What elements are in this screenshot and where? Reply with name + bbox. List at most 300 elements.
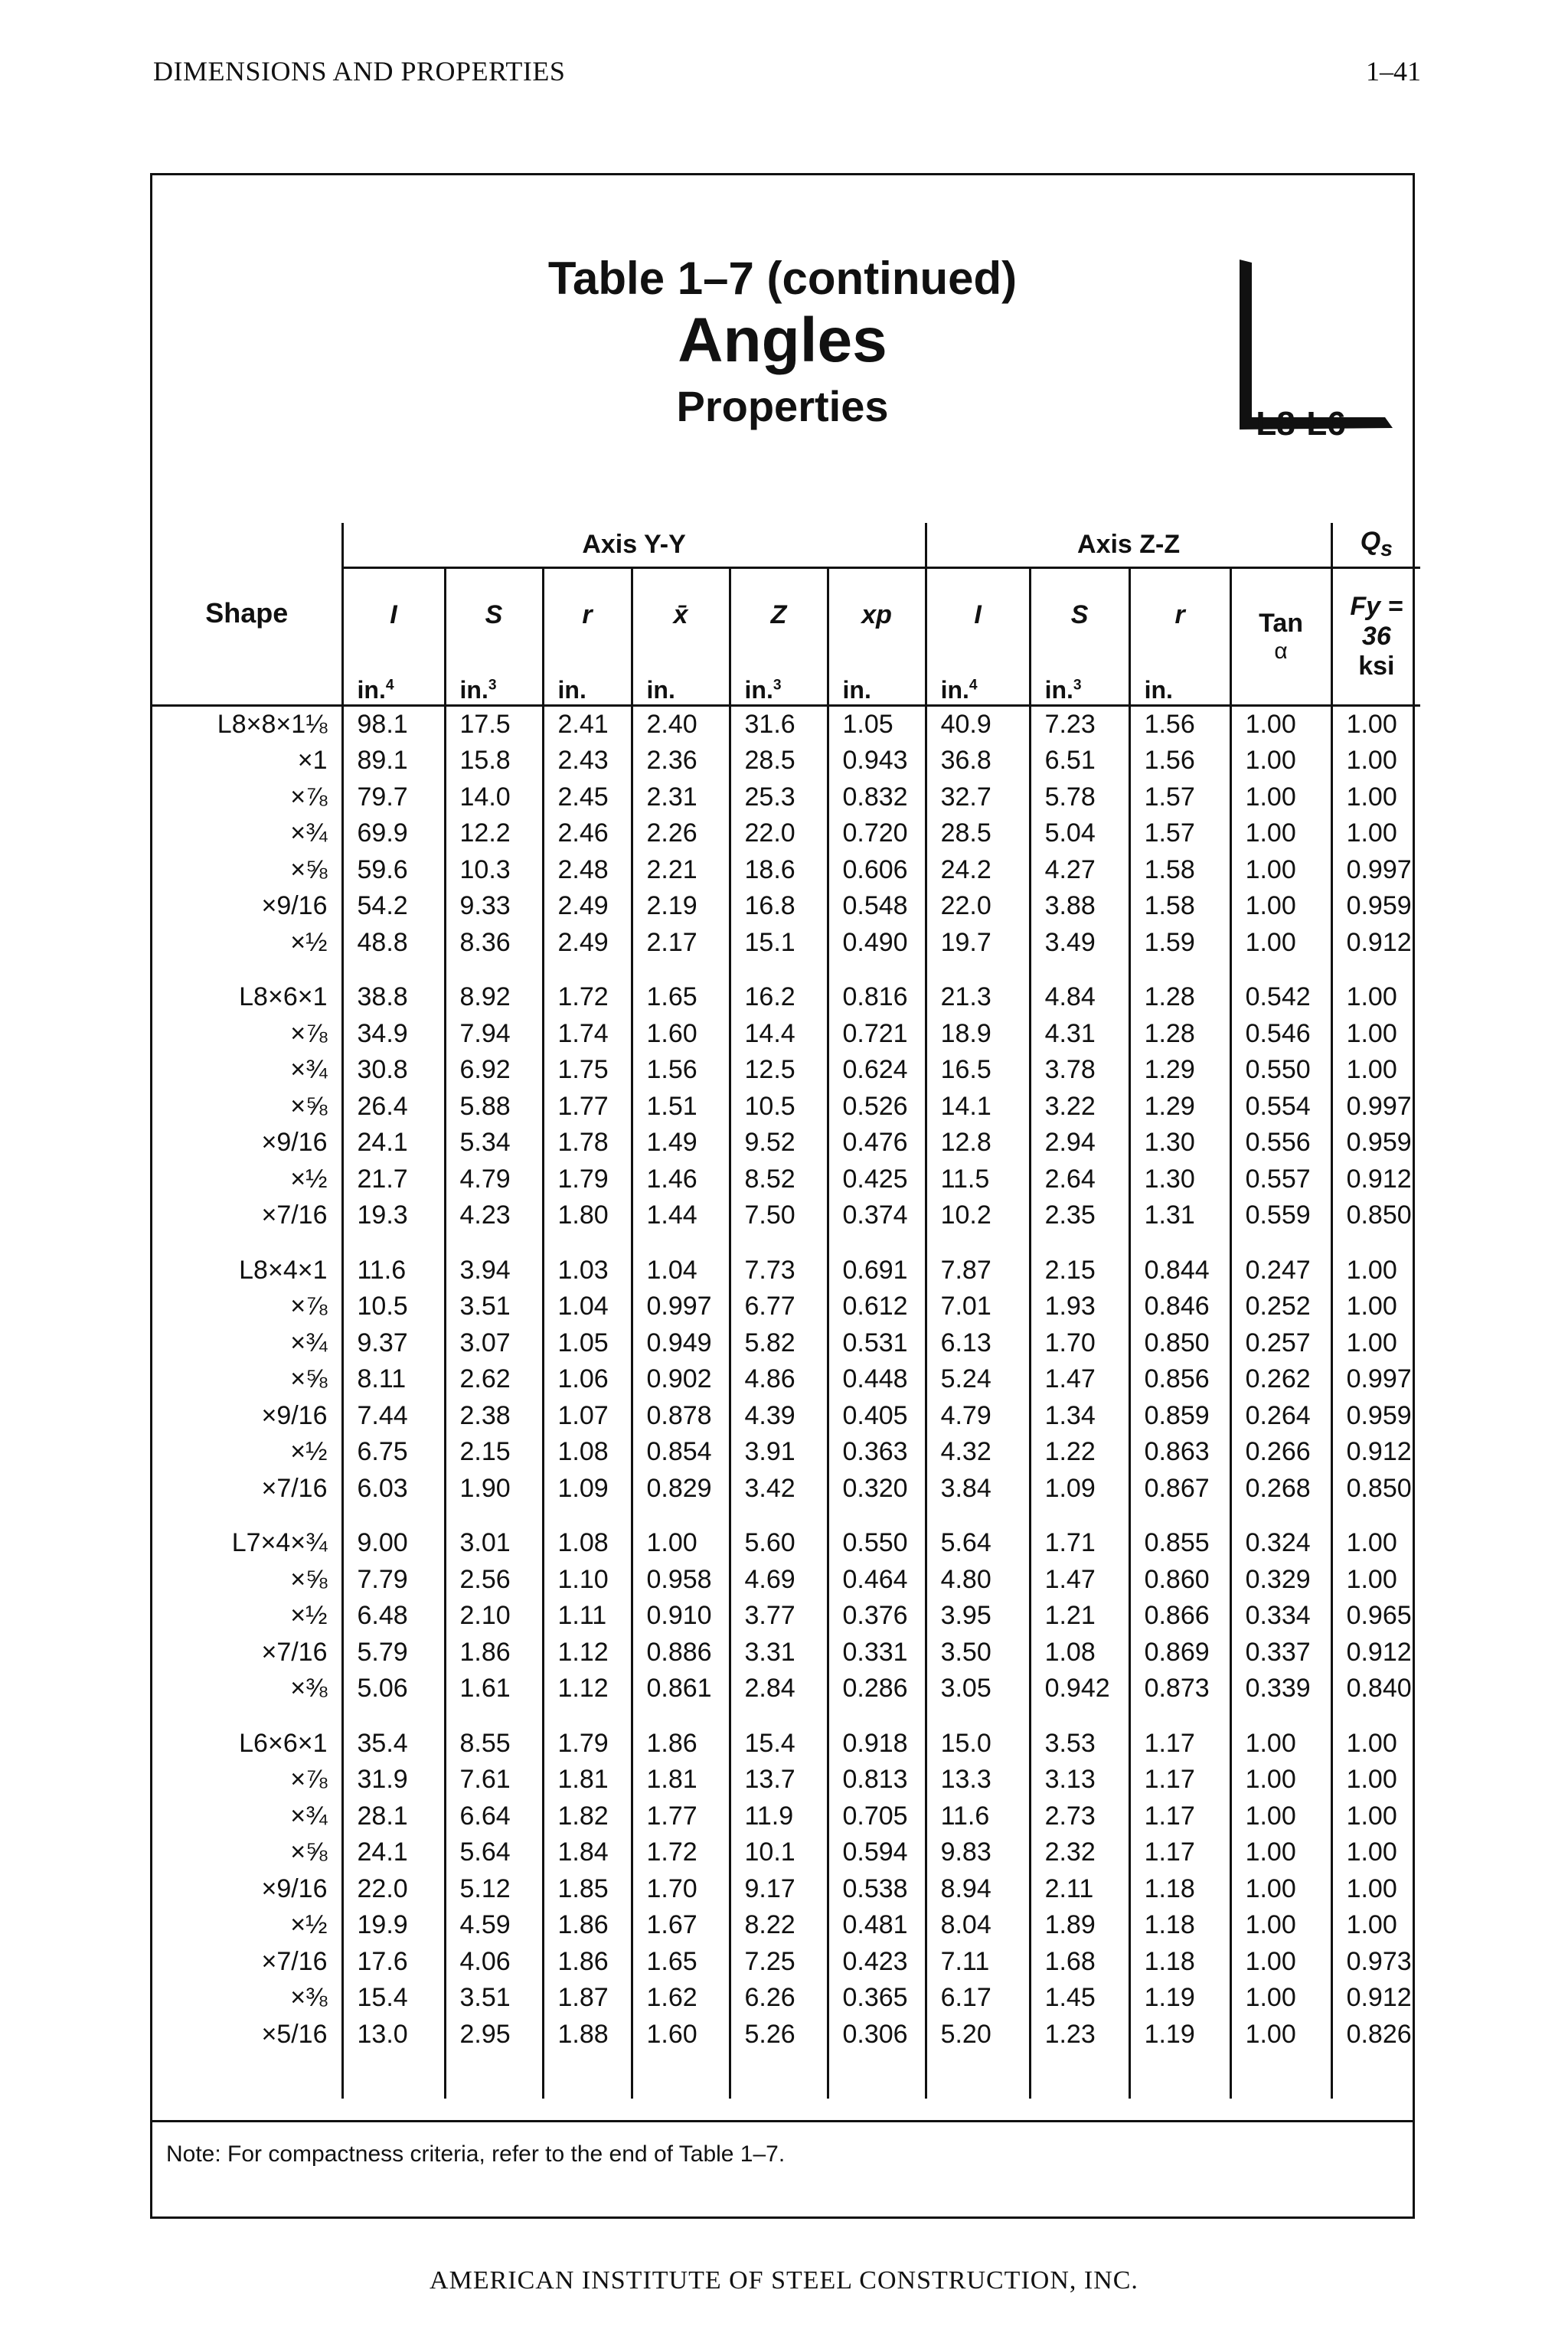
- property-value: 1.75: [543, 1052, 632, 1089]
- property-value: 1.00: [1331, 1052, 1420, 1089]
- property-value: 3.88: [1030, 888, 1129, 925]
- shape-designation: ×½: [290, 1910, 328, 1939]
- shape-designation: ×⅜: [290, 1674, 328, 1703]
- property-value: 13.7: [730, 1762, 828, 1798]
- table-row: [152, 1944, 1420, 1981]
- property-value: 2.49: [543, 925, 632, 962]
- property-value: 0.448: [828, 1361, 926, 1398]
- property-value: 4.59: [445, 1907, 543, 1944]
- property-value: 2.10: [445, 1598, 543, 1635]
- shape-designation: ×9/16: [261, 1873, 328, 1903]
- property-value: 1.56: [1129, 743, 1230, 779]
- property-value: 0.490: [828, 925, 926, 962]
- property-value: 4.32: [926, 1434, 1030, 1471]
- group-gap: [152, 1707, 1420, 1726]
- property-value: 14.0: [445, 779, 543, 816]
- property-value: 1.60: [632, 2017, 730, 2053]
- property-value: 10.5: [342, 1289, 445, 1325]
- property-value: 0.252: [1230, 1289, 1331, 1325]
- property-value: 0.306: [828, 2017, 926, 2053]
- table-row: [152, 1197, 1420, 1234]
- property-value: 1.17: [1129, 1726, 1230, 1762]
- property-value: 5.06: [342, 1671, 445, 1707]
- property-value: 1.90: [445, 1471, 543, 1508]
- property-value: 0.594: [828, 1834, 926, 1871]
- property-value: 6.48: [342, 1598, 445, 1635]
- property-value: 1.00: [1331, 1525, 1420, 1562]
- property-value: 0.720: [828, 815, 926, 852]
- property-value: 2.95: [445, 2017, 543, 2053]
- property-value: 31.6: [730, 705, 828, 743]
- table-row: [152, 1125, 1420, 1161]
- shape-designation: ×⅞: [290, 782, 328, 812]
- property-value: 0.556: [1230, 1125, 1331, 1161]
- property-value: 0.548: [828, 888, 926, 925]
- property-value: 11.6: [926, 1798, 1030, 1835]
- property-value: 0.850: [1331, 1197, 1420, 1234]
- shape-designation: L8×8×1⅛: [217, 709, 328, 739]
- shape-designation: ×7/16: [261, 1946, 328, 1976]
- property-value: 0.423: [828, 1944, 926, 1981]
- property-value: 1.05: [543, 1325, 632, 1362]
- property-value: 22.0: [730, 815, 828, 852]
- property-value: 1.74: [543, 1016, 632, 1053]
- property-value: 7.79: [342, 1562, 445, 1599]
- property-value: 0.859: [1129, 1398, 1230, 1435]
- table-row: [152, 1598, 1420, 1635]
- property-value: 0.374: [828, 1197, 926, 1234]
- property-value: 7.25: [730, 1944, 828, 1981]
- property-value: 1.04: [543, 1289, 632, 1325]
- property-value: 98.1: [342, 705, 445, 743]
- property-value: 0.860: [1129, 1562, 1230, 1599]
- property-value: 0.829: [632, 1471, 730, 1508]
- property-value: 0.886: [632, 1635, 730, 1671]
- table-row: [152, 705, 1420, 743]
- property-value: 24.1: [342, 1834, 445, 1871]
- property-value: 3.05: [926, 1671, 1030, 1707]
- property-value: 1.12: [543, 1671, 632, 1707]
- property-value: 7.94: [445, 1016, 543, 1053]
- property-value: 0.320: [828, 1471, 926, 1508]
- property-value: 1.18: [1129, 1871, 1230, 1908]
- property-value: 11.5: [926, 1161, 1030, 1198]
- property-value: 4.79: [445, 1161, 543, 1198]
- table-row: [152, 1016, 1420, 1053]
- axis-zz-header: Axis Z-Z: [926, 523, 1331, 567]
- property-value: 2.36: [632, 743, 730, 779]
- property-value: 1.62: [632, 1980, 730, 2017]
- property-value: 0.329: [1230, 1562, 1331, 1599]
- property-value: 0.337: [1230, 1635, 1331, 1671]
- property-value: 2.45: [543, 779, 632, 816]
- property-value: 12.5: [730, 1052, 828, 1089]
- property-value: 0.476: [828, 1125, 926, 1161]
- property-value: 0.559: [1230, 1197, 1331, 1234]
- property-value: 1.67: [632, 1907, 730, 1944]
- shape-designation: ×9/16: [261, 1128, 328, 1157]
- property-value: 1.22: [1030, 1434, 1129, 1471]
- table-row: [152, 2017, 1420, 2053]
- property-value: 0.942: [1030, 1671, 1129, 1707]
- property-value: 17.6: [342, 1944, 445, 1981]
- shape-designation: ×⅝: [290, 854, 328, 884]
- property-value: 8.92: [445, 979, 543, 1016]
- shape-designation: ×5/16: [261, 2019, 328, 2049]
- property-value: 1.23: [1030, 2017, 1129, 2053]
- property-value: 0.826: [1331, 2017, 1420, 2053]
- axis-yy-header: Axis Y-Y: [342, 523, 926, 567]
- property-value: 12.8: [926, 1125, 1030, 1161]
- property-value: 13.0: [342, 2017, 445, 2053]
- property-value: 16.5: [926, 1052, 1030, 1089]
- property-value: 1.88: [543, 2017, 632, 2053]
- property-value: 1.28: [1129, 979, 1230, 1016]
- table-row: [152, 1671, 1420, 1707]
- property-value: 19.3: [342, 1197, 445, 1234]
- property-value: 0.531: [828, 1325, 926, 1362]
- property-value: 0.867: [1129, 1471, 1230, 1508]
- property-value: 4.06: [445, 1944, 543, 1981]
- property-value: 1.00: [1331, 1253, 1420, 1289]
- shape-designation: ×½: [290, 1601, 328, 1630]
- property-value: 0.691: [828, 1253, 926, 1289]
- property-value: 14.1: [926, 1089, 1030, 1125]
- table-row: [152, 779, 1420, 816]
- property-value: 0.264: [1230, 1398, 1331, 1435]
- property-value: 5.26: [730, 2017, 828, 2053]
- property-value: 0.854: [632, 1434, 730, 1471]
- property-value: 1.07: [543, 1398, 632, 1435]
- shape-range-label: L8-L6: [1256, 405, 1346, 443]
- property-value: 2.17: [632, 925, 730, 962]
- property-value: 4.23: [445, 1197, 543, 1234]
- shape-column-header: Shape: [152, 523, 342, 705]
- table-row: [152, 743, 1420, 779]
- shape-designation: ×¾: [290, 818, 328, 848]
- property-value: 5.64: [926, 1525, 1030, 1562]
- property-value: 9.83: [926, 1834, 1030, 1871]
- property-value: 1.00: [1230, 2017, 1331, 2053]
- property-value: 6.26: [730, 1980, 828, 2017]
- property-value: 1.05: [828, 705, 926, 743]
- property-value: 48.8: [342, 925, 445, 962]
- property-value: 79.7: [342, 779, 445, 816]
- property-value: 0.959: [1331, 1398, 1420, 1435]
- properties-table: [152, 523, 1420, 2099]
- property-value: 1.72: [632, 1834, 730, 1871]
- unit-row: [152, 662, 1420, 705]
- property-value: 7.73: [730, 1253, 828, 1289]
- property-value: 0.286: [828, 1671, 926, 1707]
- property-value: 3.07: [445, 1325, 543, 1362]
- property-value: 1.17: [1129, 1798, 1230, 1835]
- property-value: 1.86: [445, 1635, 543, 1671]
- column-unit: in.: [1129, 662, 1230, 705]
- property-value: 89.1: [342, 743, 445, 779]
- property-value: 4.84: [1030, 979, 1129, 1016]
- property-value: 11.9: [730, 1798, 828, 1835]
- property-value: 1.08: [1030, 1635, 1129, 1671]
- property-value: 0.546: [1230, 1016, 1331, 1053]
- property-value: 10.2: [926, 1197, 1030, 1234]
- property-value: 0.266: [1230, 1434, 1331, 1471]
- table-row: [152, 852, 1420, 889]
- property-value: 1.85: [543, 1871, 632, 1908]
- fy-header: [1331, 567, 1420, 705]
- property-value: 15.0: [926, 1726, 1030, 1762]
- running-title: DIMENSIONS AND PROPERTIES: [153, 56, 566, 87]
- property-value: 0.997: [632, 1289, 730, 1325]
- property-value: 38.8: [342, 979, 445, 1016]
- property-value: 0.997: [1331, 852, 1420, 889]
- property-value: 0.324: [1230, 1525, 1331, 1562]
- property-value: 1.03: [543, 1253, 632, 1289]
- property-value: 2.64: [1030, 1161, 1129, 1198]
- property-value: 10.1: [730, 1834, 828, 1871]
- property-value: 0.856: [1129, 1361, 1230, 1398]
- property-value: 2.41: [543, 705, 632, 743]
- property-value: 1.00: [1331, 1762, 1420, 1798]
- property-value: 4.86: [730, 1361, 828, 1398]
- property-value: 0.855: [1129, 1525, 1230, 1562]
- property-value: 0.997: [1331, 1361, 1420, 1398]
- property-value: 3.91: [730, 1434, 828, 1471]
- shape-designation: ×⅝: [290, 1564, 328, 1594]
- property-value: 1.00: [1331, 1726, 1420, 1762]
- property-value: 7.44: [342, 1398, 445, 1435]
- property-value: 3.01: [445, 1525, 543, 1562]
- property-value: 0.554: [1230, 1089, 1331, 1125]
- property-value: 1.00: [1230, 1871, 1331, 1908]
- property-value: 0.464: [828, 1562, 926, 1599]
- property-value: 2.11: [1030, 1871, 1129, 1908]
- property-value: 35.4: [342, 1726, 445, 1762]
- property-value: 0.606: [828, 852, 926, 889]
- property-value: 2.15: [445, 1434, 543, 1471]
- property-value: 1.77: [632, 1798, 730, 1835]
- column-unit: in.$^3$: [1030, 662, 1129, 705]
- property-value: 21.3: [926, 979, 1030, 1016]
- property-value: 0.268: [1230, 1471, 1331, 1508]
- property-value: 22.0: [342, 1871, 445, 1908]
- shape-designation: ×⅞: [290, 1765, 328, 1794]
- property-value: 30.8: [342, 1052, 445, 1089]
- property-value: 7.61: [445, 1762, 543, 1798]
- column-symbol: Z: [730, 567, 828, 662]
- property-value: 9.17: [730, 1871, 828, 1908]
- tan-label: Tan: [1259, 608, 1304, 638]
- shape-designation: ×½: [290, 1164, 328, 1194]
- property-value: 1.87: [543, 1980, 632, 2017]
- property-value: 0.339: [1230, 1671, 1331, 1707]
- property-value: 9.00: [342, 1525, 445, 1562]
- property-value: 1.00: [1331, 1907, 1420, 1944]
- property-value: 4.27: [1030, 852, 1129, 889]
- property-value: 1.00: [1331, 1562, 1420, 1599]
- column-symbol: I: [342, 567, 445, 662]
- property-value: 14.4: [730, 1016, 828, 1053]
- property-value: 3.42: [730, 1471, 828, 1508]
- property-value: 1.47: [1030, 1562, 1129, 1599]
- property-value: 1.00: [1331, 1798, 1420, 1835]
- shape-designation: ×⅞: [290, 1018, 328, 1048]
- property-value: 8.55: [445, 1726, 543, 1762]
- property-value: 1.86: [543, 1907, 632, 1944]
- shape-designation: ×9/16: [261, 1400, 328, 1430]
- property-value: 0.363: [828, 1434, 926, 1471]
- property-value: 26.4: [342, 1089, 445, 1125]
- shape-designation: ×¾: [290, 1801, 328, 1831]
- table-row: [152, 1980, 1420, 2017]
- shape-designation: ×7/16: [261, 1200, 328, 1230]
- property-value: 1.72: [543, 979, 632, 1016]
- property-value: 28.1: [342, 1798, 445, 1835]
- table-row: [152, 1562, 1420, 1599]
- property-value: 1.00: [1230, 1980, 1331, 2017]
- property-value: 3.94: [445, 1253, 543, 1289]
- table-row: [152, 1089, 1420, 1125]
- property-value: 24.1: [342, 1125, 445, 1161]
- shape-designation: ×¾: [290, 1328, 328, 1357]
- property-value: 8.22: [730, 1907, 828, 1944]
- property-value: 0.912: [1331, 1434, 1420, 1471]
- property-value: 2.62: [445, 1361, 543, 1398]
- property-value: 5.82: [730, 1325, 828, 1362]
- property-value: 2.94: [1030, 1125, 1129, 1161]
- property-value: 1.29: [1129, 1052, 1230, 1089]
- property-value: 1.00: [1230, 1907, 1331, 1944]
- property-value: 16.2: [730, 979, 828, 1016]
- property-value: 0.813: [828, 1762, 926, 1798]
- property-value: 18.6: [730, 852, 828, 889]
- shape-designation: ×7/16: [261, 1473, 328, 1503]
- property-value: 5.88: [445, 1089, 543, 1125]
- table-row: [152, 1253, 1420, 1289]
- property-value: 0.247: [1230, 1253, 1331, 1289]
- property-value: 4.80: [926, 1562, 1030, 1599]
- property-value: 3.13: [1030, 1762, 1129, 1798]
- column-symbol: S: [1030, 567, 1129, 662]
- property-value: 69.9: [342, 815, 445, 852]
- property-value: 6.92: [445, 1052, 543, 1089]
- property-value: 0.550: [828, 1525, 926, 1562]
- property-value: 1.45: [1030, 1980, 1129, 2017]
- property-value: 5.20: [926, 2017, 1030, 2053]
- property-value: 1.31: [1129, 1197, 1230, 1234]
- property-value: 0.425: [828, 1161, 926, 1198]
- property-value: 2.35: [1030, 1197, 1129, 1234]
- property-value: 11.6: [342, 1253, 445, 1289]
- property-value: 4.39: [730, 1398, 828, 1435]
- tan-alpha-header: [1230, 567, 1331, 705]
- property-value: 0.624: [828, 1052, 926, 1089]
- property-value: 1.00: [1230, 852, 1331, 889]
- table-row: [152, 1434, 1420, 1471]
- property-value: 32.7: [926, 779, 1030, 816]
- group-gap: [152, 1234, 1420, 1253]
- shape-designation: L8×4×1: [239, 1255, 328, 1285]
- property-value: 6.03: [342, 1471, 445, 1508]
- property-value: 1.57: [1129, 779, 1230, 816]
- property-value: 1.68: [1030, 1944, 1129, 1981]
- property-value: 5.78: [1030, 779, 1129, 816]
- property-value: 0.365: [828, 1980, 926, 2017]
- property-value: 0.863: [1129, 1434, 1230, 1471]
- property-value: 2.73: [1030, 1798, 1129, 1835]
- property-value: 3.49: [1030, 925, 1129, 962]
- property-value: 1.84: [543, 1834, 632, 1871]
- property-value: 1.30: [1129, 1125, 1230, 1161]
- alpha-label: α: [1274, 638, 1288, 664]
- property-value: 1.86: [543, 1944, 632, 1981]
- page-footer: AMERICAN INSTITUTE OF STEEL CONSTRUCTION, INC.: [430, 2266, 1138, 2295]
- property-value: 0.965: [1331, 1598, 1420, 1635]
- property-value: 1.60: [632, 1016, 730, 1053]
- property-value: 0.910: [632, 1598, 730, 1635]
- property-value: 3.95: [926, 1598, 1030, 1635]
- property-value: 1.81: [543, 1762, 632, 1798]
- table-number: Table 1–7 (continued): [547, 253, 1018, 304]
- property-value: 1.00: [1331, 979, 1420, 1016]
- property-value: 1.70: [1030, 1325, 1129, 1362]
- table-row: [152, 1398, 1420, 1435]
- property-value: 1.61: [445, 1671, 543, 1707]
- property-value: 28.5: [730, 743, 828, 779]
- property-value: 2.48: [543, 852, 632, 889]
- property-value: 2.84: [730, 1671, 828, 1707]
- shape-designation: ×⅜: [290, 1983, 328, 2012]
- symbol-row: [152, 567, 1420, 662]
- column-symbol: S: [445, 567, 543, 662]
- property-value: 3.84: [926, 1471, 1030, 1508]
- property-value: 1.12: [543, 1635, 632, 1671]
- shape-designation: ×⅞: [290, 1292, 328, 1321]
- property-value: 3.31: [730, 1635, 828, 1671]
- property-value: 15.1: [730, 925, 828, 962]
- property-value: 0.850: [1129, 1325, 1230, 1362]
- shape-designation: ×7/16: [261, 1637, 328, 1667]
- property-value: 0.866: [1129, 1598, 1230, 1635]
- property-value: 22.0: [926, 888, 1030, 925]
- shape-designation: ×⅝: [290, 1364, 328, 1393]
- property-value: 21.7: [342, 1161, 445, 1198]
- property-value: 1.44: [632, 1197, 730, 1234]
- property-value: 0.869: [1129, 1635, 1230, 1671]
- property-value: 6.51: [1030, 743, 1129, 779]
- property-value: 15.8: [445, 743, 543, 779]
- group-gap: [152, 961, 1420, 979]
- property-value: 2.31: [632, 779, 730, 816]
- property-value: 2.46: [543, 815, 632, 852]
- property-value: 1.28: [1129, 1016, 1230, 1053]
- table-row: [152, 815, 1420, 852]
- property-value: 34.9: [342, 1016, 445, 1053]
- column-symbol: I: [926, 567, 1030, 662]
- property-value: 1.00: [1230, 1834, 1331, 1871]
- property-value: 2.15: [1030, 1253, 1129, 1289]
- table-title: Angles: [678, 305, 887, 375]
- table-row: [152, 1471, 1420, 1508]
- property-value: 1.10: [543, 1562, 632, 1599]
- table-row: [152, 1161, 1420, 1198]
- table-row: [152, 1726, 1420, 1762]
- column-symbol: r: [1129, 567, 1230, 662]
- property-value: 8.04: [926, 1907, 1030, 1944]
- table-row: [152, 1525, 1420, 1562]
- property-value: 1.19: [1129, 2017, 1230, 2053]
- property-value: 7.50: [730, 1197, 828, 1234]
